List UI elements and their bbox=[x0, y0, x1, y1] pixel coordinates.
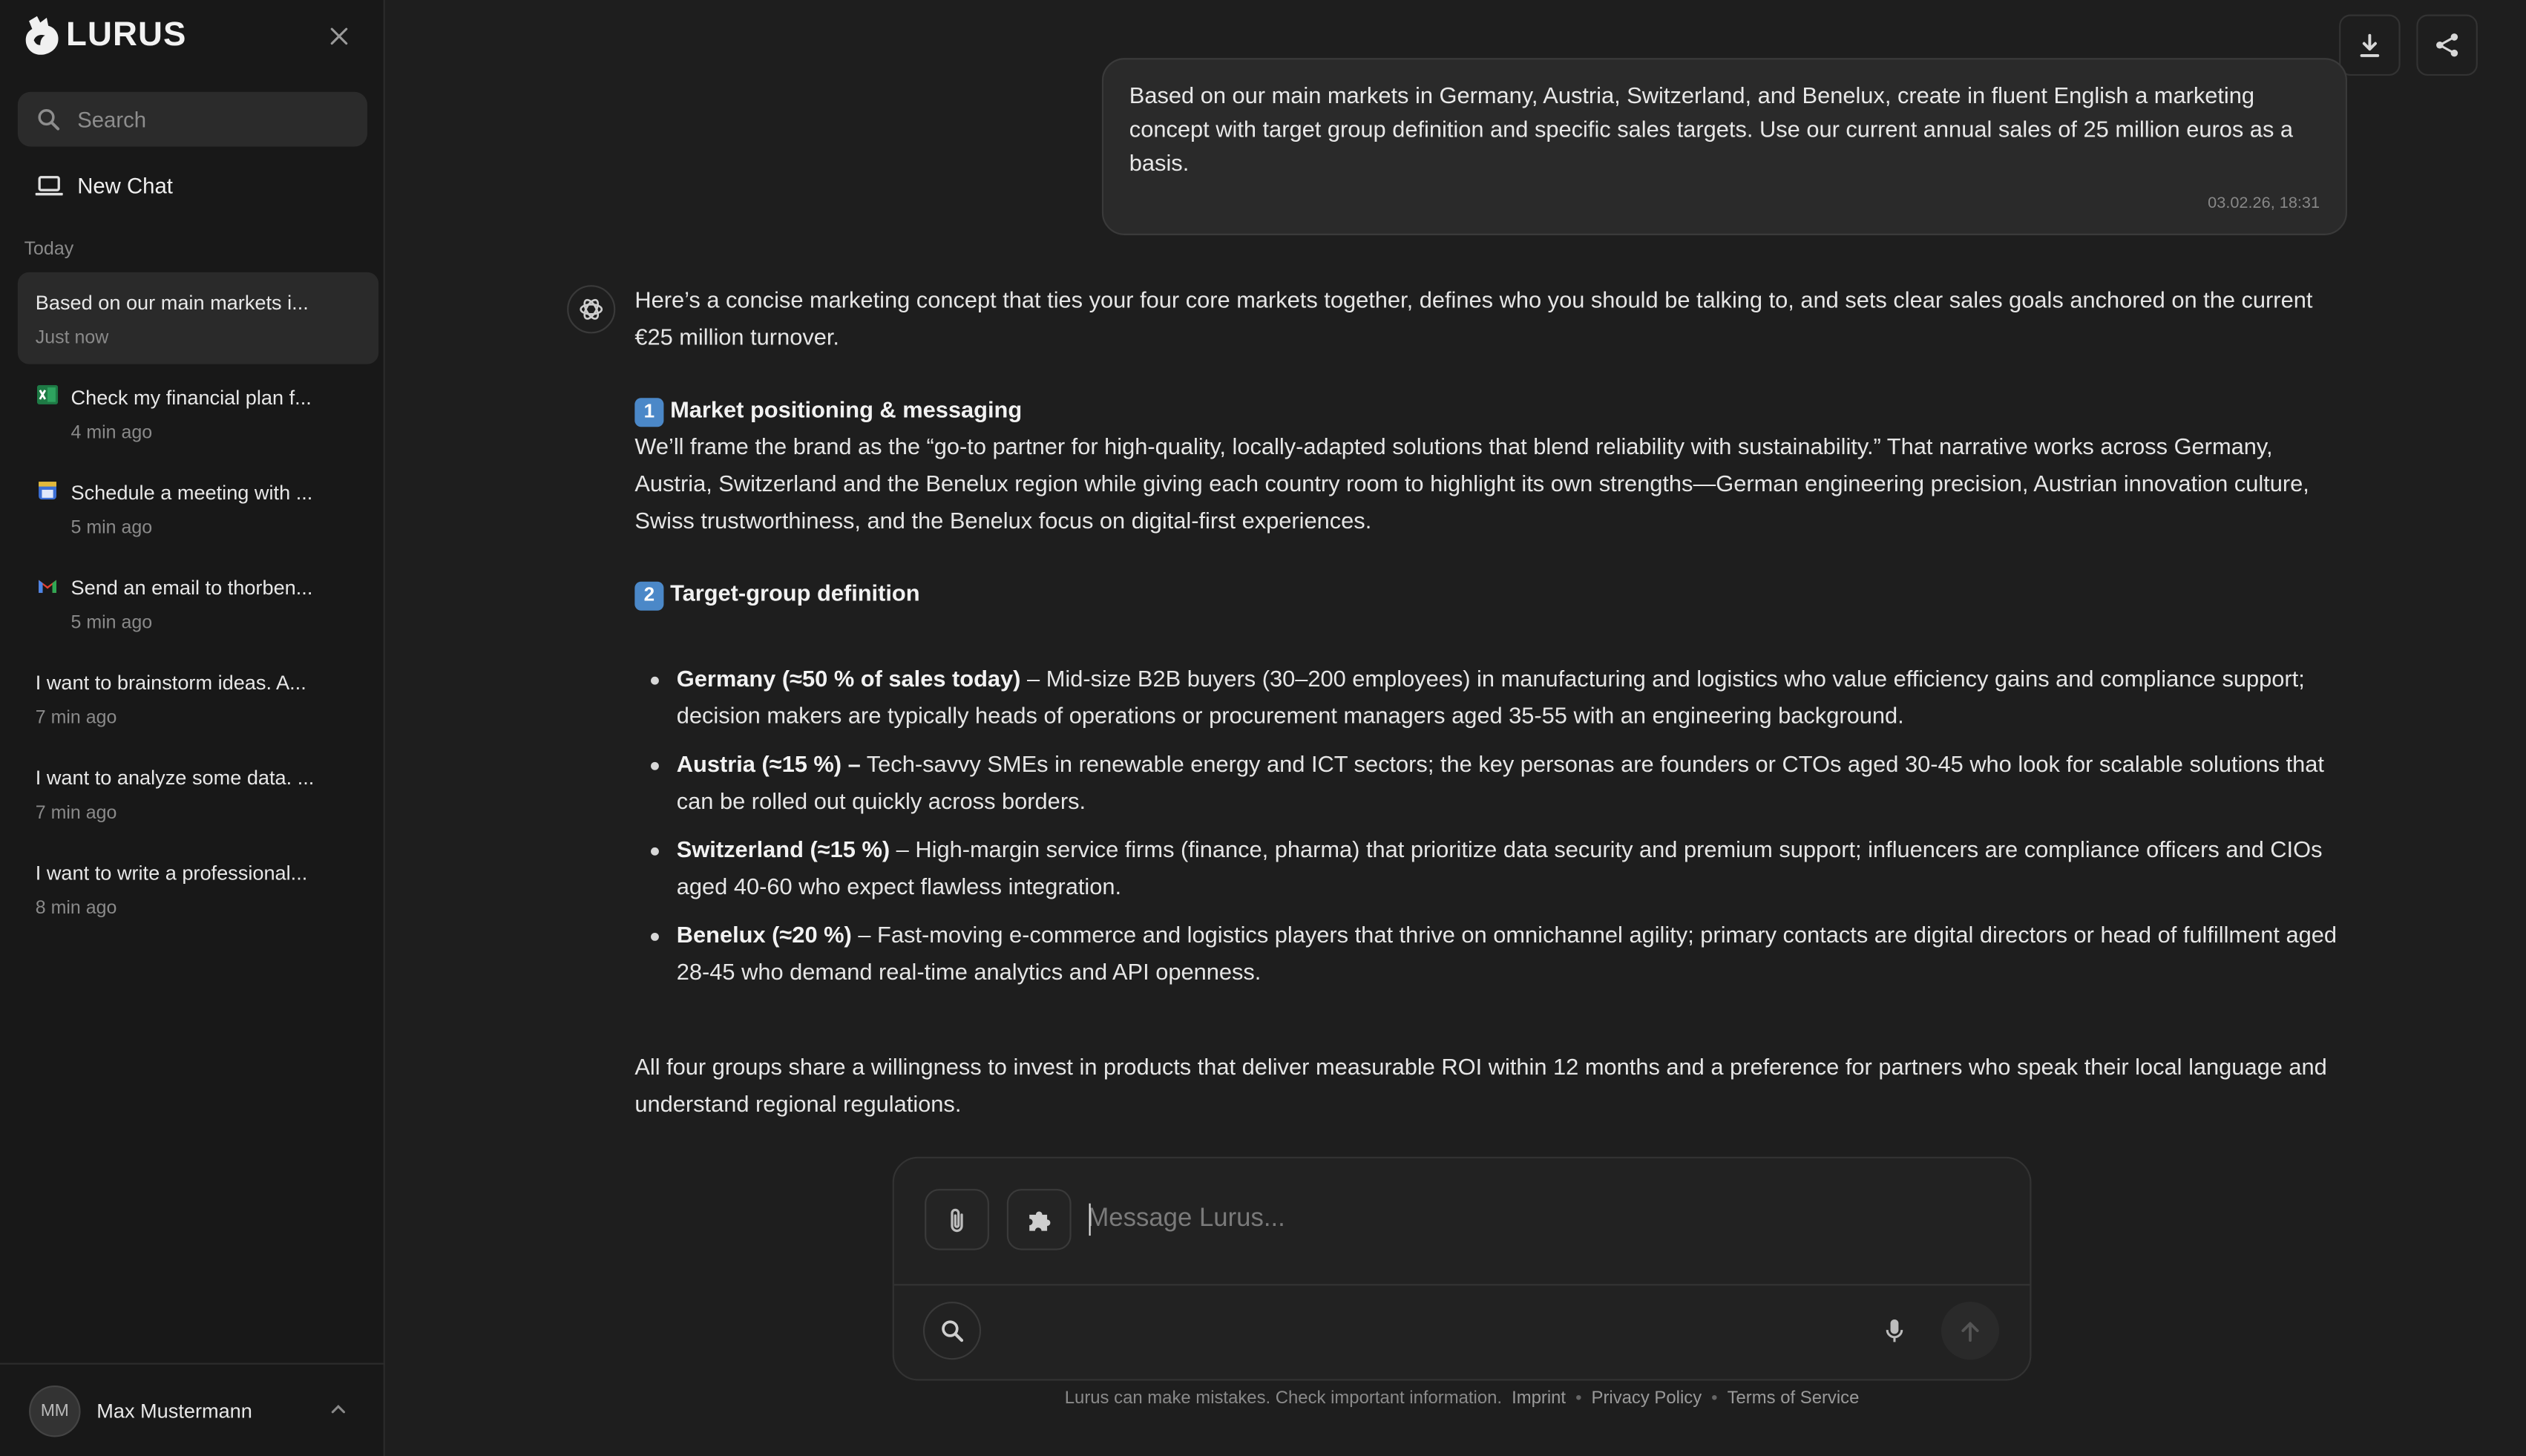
download-icon bbox=[2358, 33, 2381, 58]
chat-history-item[interactable] bbox=[18, 462, 378, 554]
new-chat-button[interactable] bbox=[36, 168, 173, 203]
gmail-icon bbox=[37, 575, 58, 596]
number-badge: 2 bbox=[634, 581, 663, 610]
terms-of-service-link[interactable]: Terms of Service bbox=[1727, 1388, 1860, 1409]
number-badge: 1 bbox=[634, 397, 663, 426]
assistant-icon bbox=[578, 296, 604, 322]
chat-history-item[interactable] bbox=[18, 367, 378, 459]
chat-title: I want to brainstorm ideas. A... bbox=[35, 672, 306, 695]
user-message-bubble bbox=[1102, 58, 2347, 235]
app-name: LURUS bbox=[66, 16, 187, 53]
chat-history-item[interactable] bbox=[18, 272, 378, 364]
assistant-message bbox=[634, 283, 2352, 1124]
message-input[interactable] bbox=[1087, 1201, 1989, 1237]
section-title: Market positioning & messaging bbox=[670, 398, 1023, 424]
chat-history-item[interactable] bbox=[18, 557, 378, 649]
new-chat-label: New Chat bbox=[77, 173, 173, 197]
chat-time: Just now bbox=[35, 328, 109, 348]
chat-time: 8 min ago bbox=[35, 899, 117, 919]
paperclip-icon bbox=[947, 1206, 966, 1233]
assistant-avatar bbox=[567, 285, 615, 333]
list-item-lead: Benelux (≈20 %) bbox=[676, 922, 852, 949]
calendar-icon bbox=[37, 480, 58, 501]
list-item-text: – High-margin service firms (finance, pharma) that prioritize data security and premium support; influencers are compliance officers and CIOs aged 40-60 who expect flawless integration. bbox=[676, 837, 2323, 901]
chat-title: Schedule a meeting with ... bbox=[70, 482, 313, 505]
chat-history-item[interactable] bbox=[18, 652, 378, 744]
search-icon bbox=[941, 1319, 963, 1342]
download-button[interactable] bbox=[2339, 15, 2400, 76]
reply-outro: All four groups share a willingness to invest in products that deliver measurable ROI within 12 months and a preference for partners who speak their local language and understand regional regulations. bbox=[634, 1055, 2327, 1118]
section-heading bbox=[634, 393, 2352, 430]
attach-button[interactable] bbox=[925, 1189, 989, 1250]
footer bbox=[893, 1388, 2032, 1408]
section-label-today: Today bbox=[24, 240, 74, 260]
microphone-button[interactable] bbox=[1866, 1302, 1923, 1360]
privacy-policy-link[interactable]: Privacy Policy bbox=[1591, 1388, 1702, 1409]
user-message-text: Based on our main markets in Germany, Austria, Switzerland, and Benelux, create in fluent English a marketing concept with target group definition and specific sales targets. Use our current annual sales of 25 million euros as a basis. bbox=[1129, 83, 2294, 177]
list-item bbox=[634, 918, 2352, 992]
chat-title: Based on our main markets i... bbox=[35, 291, 309, 315]
list-item-text: – Mid-size B2B buyers (30–200 employees) in manufacturing and logistics who value efficiency gains and compliance support; decision makers are typically heads of operations or procurement managers aged 35-55 with an engineering background. bbox=[676, 666, 2305, 730]
message-timestamp: 03.02.26, 18:31 bbox=[2208, 194, 2320, 213]
chat-time: 5 min ago bbox=[70, 614, 153, 634]
chat-title: I want to write a professional... bbox=[35, 862, 308, 885]
puzzle-icon bbox=[1026, 1206, 1053, 1233]
list-item bbox=[634, 747, 2352, 822]
share-button[interactable] bbox=[2416, 15, 2477, 76]
laptop-icon bbox=[36, 175, 63, 196]
microphone-icon bbox=[1885, 1318, 1904, 1344]
chat-time: 4 min ago bbox=[70, 423, 153, 443]
search-input[interactable] bbox=[77, 107, 335, 131]
chat-title: Check my financial plan f... bbox=[70, 387, 312, 410]
list-item-lead: Austria (≈15 %) – bbox=[676, 752, 861, 778]
close-icon bbox=[330, 27, 348, 45]
message-composer bbox=[893, 1157, 2032, 1381]
list-item bbox=[634, 662, 2352, 736]
chat-history-item[interactable] bbox=[18, 747, 378, 839]
section-title: Target-group definition bbox=[670, 581, 920, 608]
reply-intro: Here’s a concise marketing concept that ties your four core markets together, defines who you should be talking to, and sets clear sales goals anchored on the current €25 million turnover. bbox=[634, 288, 2313, 352]
arrow-up-icon bbox=[1961, 1320, 1980, 1341]
user-menu[interactable] bbox=[0, 1363, 385, 1456]
text-caret bbox=[1089, 1204, 1091, 1236]
avatar: MM bbox=[29, 1385, 80, 1436]
chat-time: 7 min ago bbox=[35, 804, 117, 824]
list-item-lead: Germany (≈50 % of sales today) bbox=[676, 666, 1021, 693]
search-icon bbox=[37, 108, 59, 130]
footer-separator: • bbox=[1575, 1388, 1582, 1409]
composer-divider bbox=[894, 1284, 2030, 1285]
send-button[interactable] bbox=[1941, 1302, 1999, 1360]
disclaimer-text: Lurus can make mistakes. Check important information. bbox=[1064, 1388, 1503, 1409]
section-heading bbox=[634, 577, 2352, 614]
footer-separator: • bbox=[1711, 1388, 1718, 1409]
app-logo[interactable] bbox=[22, 15, 186, 56]
plugins-button[interactable] bbox=[1007, 1189, 1072, 1250]
chat-title: I want to analyze some data. ... bbox=[35, 767, 315, 790]
section-body: We’ll frame the brand as the “go-to partner for high-quality, locally-adapted solutions that blend reliability with sustainability.” That narrative works across Germany, Austria, Switzerland and the Benelux region while giving each country room to highlight its own strengths—German engineering precision, Austrian innovation culture, Swiss trustworthiness, and the Benelux focus on digital-first experiences. bbox=[634, 435, 2309, 535]
web-search-button[interactable] bbox=[923, 1302, 981, 1360]
user-name: Max Mustermann bbox=[96, 1399, 252, 1422]
lurus-logo-icon bbox=[22, 15, 61, 56]
imprint-link[interactable]: Imprint bbox=[1512, 1388, 1567, 1409]
close-sidebar-button[interactable] bbox=[324, 21, 354, 51]
excel-icon bbox=[37, 385, 58, 406]
chevron-up-icon bbox=[330, 1403, 347, 1414]
target-group-list bbox=[634, 662, 2352, 992]
share-icon bbox=[2434, 32, 2460, 58]
list-item-text: – Fast-moving e-commerce and logistics players that thrive on omnichannel agility; primary contacts are digital directors or head of fulfillment aged 28-45 who demand real-time analytics and API openness. bbox=[676, 922, 2337, 986]
chat-time: 5 min ago bbox=[70, 519, 153, 539]
sidebar bbox=[0, 0, 385, 1456]
chat-title: Send an email to thorben... bbox=[70, 577, 313, 600]
sidebar-search[interactable] bbox=[18, 92, 367, 147]
list-item-text: Tech-savvy SMEs in renewable energy and ICT sectors; the key personas are founders or CTOs aged 30-45 who look for scalable solutions that can be rolled out quickly across borders. bbox=[676, 752, 2324, 816]
list-item bbox=[634, 833, 2352, 907]
chat-time: 7 min ago bbox=[35, 709, 117, 729]
list-item-lead: Switzerland (≈15 %) bbox=[676, 837, 890, 864]
chat-history-item[interactable] bbox=[18, 842, 378, 934]
